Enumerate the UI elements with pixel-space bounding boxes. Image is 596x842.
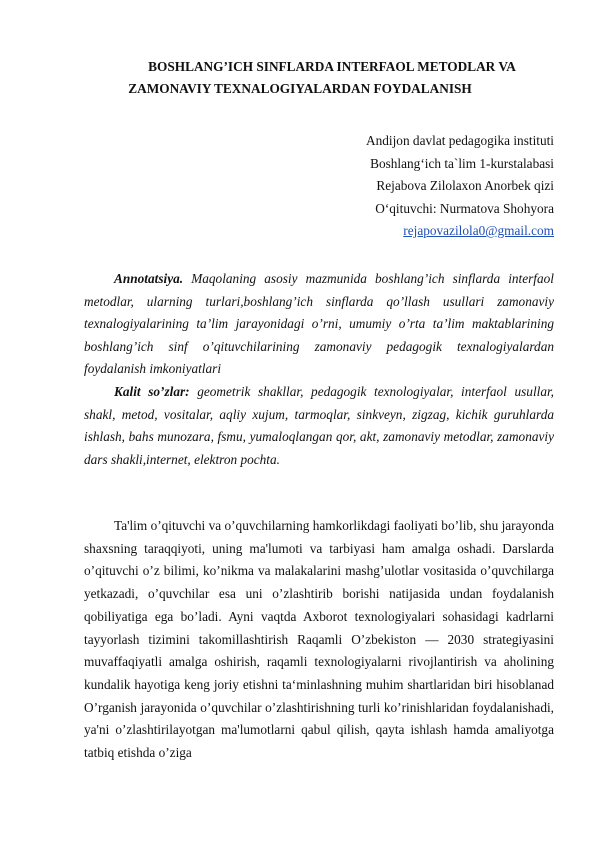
title-line-1: BOSHLANG’ICH SINFLARDA INTERFAOL METODLAR VA xyxy=(148,59,516,74)
abstract-text: Maqolaning asosiy mazmunida boshlang’ich sinflarda interfaol metodlar, ularning turlari,boshlang’ich sinflarda qo’llash usullari zamonaviy texnalogiyalarining ta’lim jarayonidagi o’rni, umumiy o’rta ta’lim maktablarining boshlang’ich sinf o’qituvchilarining zamonaviy pedagogik texnalogiyalardan foydalanish imkoniyatlari xyxy=(84,271,554,377)
student-name: Rejabova Zilolaxon Anorbek qizi xyxy=(376,178,554,193)
program: Boshlang‘ich ta`lim 1-kurstalabasi xyxy=(370,155,554,171)
abstract-label: Annotatsiya. xyxy=(114,271,184,286)
keywords-label: Kalit so’zlar: xyxy=(114,384,190,399)
author-block xyxy=(366,130,554,243)
keywords xyxy=(84,381,554,471)
title-line-2: ZAMONAVIY TEXNALOGIYALARDAN FOYDALANISH xyxy=(128,81,472,96)
institution: Andijon davlat pedagogika instituti xyxy=(366,133,554,148)
abstract xyxy=(84,268,554,381)
keywords-text: geometrik shakllar, pedagogik texnologiyalar, interfaol usullar, shakl, metod, vositalar, aqliy xujum, tarmoqlar, sinkveyn, zigzag, kichik guruhlarda ishlash, bahs munozara, fsmu, yumaloqlangan qor, akt, zamonaviy metodlar, zamonaviy dars shakli,internet, elektron pochta. xyxy=(84,384,555,467)
email-link[interactable]: rejapovazilola0@gmail.com xyxy=(403,223,554,238)
article-title xyxy=(84,56,554,100)
body-paragraph: Ta'lim o’qituvchi va o’quvchilarning hamkorlikdagi faoliyati bo’lib, shu jarayonda shaxsning taraqqiyoti, uning ma'lumoti va tarbiyasi ham amalga oshadi. Darslarda o’qituvchi o’z bilimi, ko’nikma va malakalarini mashg’ulotlar vositasida o’quvchilarga yetkazadi, o’quvchilar esa uni o’zlashtirib borishi natijasida undan foydalanish qobiliyatiga ega bo’ladi. Ayni vaqtda Axborot texnologiyalari sohasidagi kadrlarni tayyorlash tizimini takomillashtirish Raqamli O’zbekiston — 2030 strategiyasini muvaffaqiyatli amalga oshirish, raqamli texnologiyalarni rivojlantirish va aholining kundalik hayotiga keng joriy etishni ta‘minlashning muhim shartlaridan biri hisoblanad O’rganish jarayonida o’quvchilar o’zlashtirishning turli ko’rinishlaridan foydalanishadi, ya'ni o’zlashtirilayotgan ma'lumotlarni qabul qilish, qayta ishlash hamda amaliyotga tatbiq etishda o’ziga xyxy=(84,518,554,761)
teacher-name: O‘qituvchi: Nurmatova Shohyora xyxy=(375,200,554,216)
